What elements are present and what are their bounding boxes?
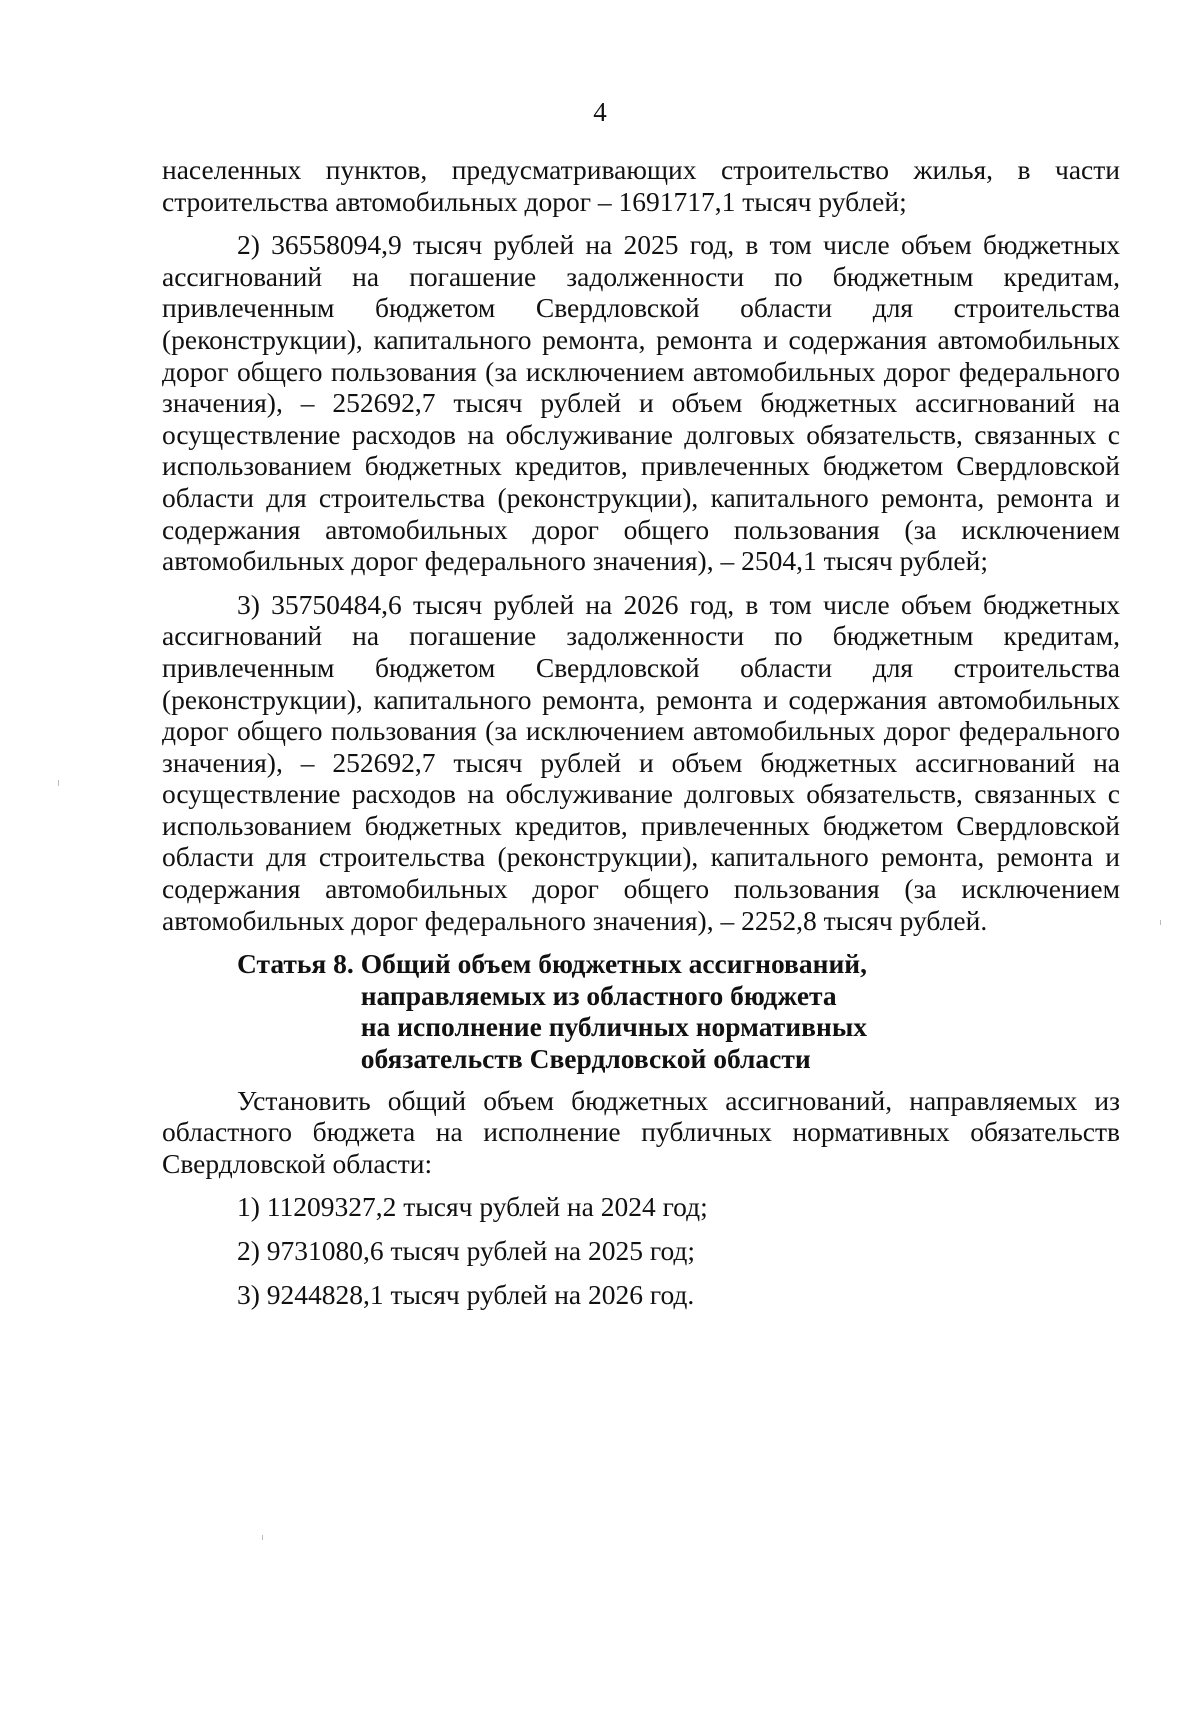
article-title-line: Общий объем бюджетных ассигнований, — [360, 948, 868, 980]
list-item: 3) 9244828,1 тысяч рублей на 2026 год. — [237, 1278, 695, 1310]
list-item: 2) 9731080,6 тысяч рублей на 2025 год; — [237, 1235, 696, 1266]
article-title-line: обязательств Свердловской области — [360, 1043, 811, 1075]
article-intro: Установить общий объем бюджетных ассигнований, направляемых из областного бюджета на исполнение публичных нормативных обязательств Свердловской области: — [162, 1084, 1120, 1179]
article-heading — [237, 948, 1120, 1074]
paragraph-continuation: населенных пунктов, предусматривающих строительство жилья, в части строительства автомобильных дорог – 1691717,1 тысяч рублей; — [162, 154, 1120, 217]
page-number: 4 — [593, 97, 607, 127]
article-title-line: направляемых из областного бюджета — [360, 979, 837, 1011]
scan-speck — [58, 780, 59, 786]
article-number: Статья 8. — [237, 948, 361, 980]
scan-speck — [1160, 920, 1161, 925]
article-title — [361, 948, 881, 1074]
scan-speck — [262, 1535, 263, 1540]
paragraph-item-2: 2) 36558094,9 тысяч рублей на 2025 год, в том числе объем бюджетных ассигнований на погашение задолженности по бюджетным кредитам, привлеченным бюджетом Свердловской области для строительства (реконструкции), капитального ремонта, ремонта и содержания автомобильных дорог общего пользования (за исключением автомобильных дорог федерального значения), – 252692,7 тысяч рублей и объем бюджетных ассигнований на осуществление расходов на обслуживание долговых обязательств, связанных с использованием бюджетных кредитов, привлеченных бюджетом Свердловской области для строительства (реконструкции), капитального ремонта, ремонта и содержания автомобильных дорог общего пользования (за исключением автомобильных дорог федерального значения), – 2504,1 тысяч рублей; — [162, 229, 1120, 577]
paragraph-item-3: 3) 35750484,6 тысяч рублей на 2026 год, в том числе объем бюджетных ассигнований на погашение задолженности по бюджетным кредитам, привлеченным бюджетом Свердловской области для строительства (реконструкции), капитального ремонта, ремонта и содержания автомобильных дорог общего пользования (за исключением автомобильных дорог федерального значения), – 252692,7 тысяч рублей и объем бюджетных ассигнований на осуществление расходов на обслуживание долговых обязательств, связанных с использованием бюджетных кредитов, привлеченных бюджетом Свердловской области для строительства (реконструкции), капитального ремонта, ремонта и содержания автомобильных дорог общего пользования (за исключением автомобильных дорог федерального значения), – 2252,8 тысяч рублей. — [162, 588, 1120, 936]
list-item: 1) 11209327,2 тысяч рублей на 2024 год; — [237, 1191, 708, 1223]
document-body — [162, 154, 1120, 1322]
article-title-line: на исполнение публичных нормативных — [360, 1011, 868, 1043]
